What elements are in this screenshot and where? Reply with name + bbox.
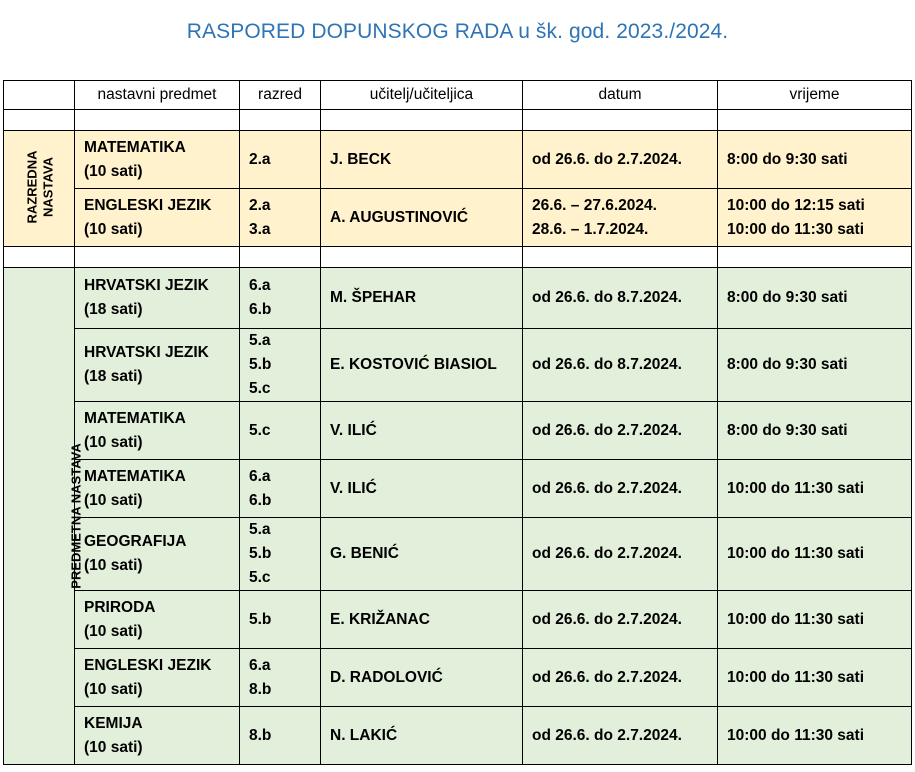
- time-cell: [718, 329, 912, 402]
- time-cell-line: 10:00 do 11:30 sati: [727, 479, 864, 497]
- header-subject: nastavni predmet: [75, 81, 240, 110]
- grade-cell: [240, 402, 321, 460]
- subject-name: KEMIJA: [84, 714, 143, 732]
- grade-cell: [240, 649, 321, 707]
- header-grade: razred: [240, 81, 321, 110]
- time-cell-line: 10:00 do 11:30 sati: [727, 545, 864, 562]
- subject-cell: [75, 518, 240, 591]
- grade-cell: [240, 131, 321, 189]
- grade-cell: [240, 460, 321, 518]
- header-group: [4, 81, 75, 110]
- time-cell-line: 10:00 do 12:15 sati: [727, 196, 865, 214]
- time-cell-line: 10:00 do 11:30 sati: [727, 726, 864, 744]
- date-cell-line: od 26.6. do 8.7.2024.: [532, 289, 682, 306]
- group-label-class: [24, 150, 56, 223]
- date-cell: [523, 189, 718, 247]
- subject-hours: (10 sati): [84, 491, 143, 509]
- subject-hours: (18 sati): [84, 301, 143, 318]
- table-row: [4, 189, 912, 247]
- date-cell: [523, 649, 718, 707]
- date-cell-line: od 26.6. do 2.7.2024.: [532, 668, 682, 686]
- subject-hours: (10 sati): [84, 557, 143, 574]
- subject-name: MATEMATIKA: [84, 467, 186, 485]
- grade-cell-line: 5.a: [249, 521, 271, 538]
- grade-cell-line: 2.a: [249, 196, 271, 214]
- time-cell-line: 10:00 do 11:30 sati: [727, 220, 864, 238]
- time-cell: [718, 460, 912, 518]
- time-cell-line: 8:00 do 9:30 sati: [727, 356, 848, 373]
- table-row: [4, 649, 912, 707]
- teacher-cell: V. ILIĆ: [321, 402, 523, 460]
- subject-cell: [75, 707, 240, 765]
- time-cell: [718, 518, 912, 591]
- date-cell-line: od 26.6. do 2.7.2024.: [532, 479, 682, 497]
- grade-cell-line: 6.a: [249, 656, 271, 674]
- group-class-teaching: [4, 131, 75, 247]
- subject-name: GEOGRAFIJA: [84, 533, 187, 550]
- teacher-cell: N. LAKIĆ: [321, 707, 523, 765]
- grade-cell-line: 5.c: [249, 569, 271, 586]
- time-cell: [718, 131, 912, 189]
- header-teacher: učitelj/učiteljica: [321, 81, 523, 110]
- spacer-row: [4, 110, 912, 131]
- grade-cell-line: 5.c: [249, 421, 271, 439]
- table-row: [4, 707, 912, 765]
- subject-name: ENGLESKI JEZIK: [84, 656, 212, 674]
- time-cell-line: 8:00 do 9:30 sati: [727, 289, 848, 306]
- time-cell: [718, 189, 912, 247]
- subject-name: PRIRODA: [84, 598, 156, 616]
- header-time: vrijeme: [718, 81, 912, 110]
- date-cell-line: od 26.6. do 2.7.2024.: [532, 610, 682, 628]
- table-row: [4, 518, 912, 591]
- group-label-line: NASTAVA: [40, 156, 56, 217]
- table-row: [4, 329, 912, 402]
- grade-cell-line: 3.a: [249, 220, 271, 238]
- subject-hours: (10 sati): [84, 738, 143, 756]
- header-date: datum: [523, 81, 718, 110]
- table-row: [4, 402, 912, 460]
- date-cell: [523, 131, 718, 189]
- subject-cell: [75, 131, 240, 189]
- grade-cell: [240, 189, 321, 247]
- time-cell-line: 10:00 do 11:30 sati: [727, 610, 864, 628]
- subject-cell: [75, 329, 240, 402]
- date-cell: [523, 518, 718, 591]
- time-cell-line: 8:00 do 9:30 sati: [727, 150, 848, 168]
- grade-cell-line: 5.b: [249, 610, 272, 628]
- subject-cell: [75, 649, 240, 707]
- teacher-cell: A. AUGUSTINOVIĆ: [321, 189, 523, 247]
- table-row: [4, 591, 912, 649]
- date-cell-line: od 26.6. do 2.7.2024.: [532, 150, 682, 168]
- teacher-cell: V. ILIĆ: [321, 460, 523, 518]
- teacher-cell: J. BECK: [321, 131, 523, 189]
- grade-cell-line: 8.b: [249, 680, 272, 698]
- time-cell: [718, 707, 912, 765]
- subject-hours: (10 sati): [84, 622, 143, 640]
- group-label-subject: PREDMETNA NASTAVA: [68, 443, 84, 589]
- date-cell-line: od 26.6. do 2.7.2024.: [532, 545, 682, 562]
- subject-hours: (18 sati): [84, 368, 143, 385]
- grade-cell-line: 6.b: [249, 301, 272, 318]
- teacher-cell: D. RADOLOVIĆ: [321, 649, 523, 707]
- grade-cell-line: 8.b: [249, 726, 272, 744]
- table-row: [4, 268, 912, 329]
- grade-cell-line: 5.a: [249, 332, 271, 349]
- time-cell: [718, 649, 912, 707]
- date-cell: [523, 460, 718, 518]
- date-cell-line: 26.6. – 27.6.2024.: [532, 196, 657, 214]
- teacher-cell: G. BENIĆ: [321, 518, 523, 591]
- grade-cell: [240, 707, 321, 765]
- subject-cell: [75, 189, 240, 247]
- time-cell: [718, 591, 912, 649]
- subject-cell: [75, 591, 240, 649]
- subject-cell: [75, 268, 240, 329]
- date-cell: [523, 707, 718, 765]
- subject-hours: (10 sati): [84, 220, 143, 238]
- header-row: [4, 81, 912, 110]
- teacher-cell: M. ŠPEHAR: [321, 268, 523, 329]
- subject-hours: (10 sati): [84, 680, 143, 698]
- teacher-cell: E. KRIŽANAC: [321, 591, 523, 649]
- subject-name: ENGLESKI JEZIK: [84, 196, 212, 214]
- date-cell: [523, 402, 718, 460]
- table-row: [4, 131, 912, 189]
- date-cell: [523, 329, 718, 402]
- grade-cell-line: 5.b: [249, 545, 272, 562]
- subject-cell: [75, 402, 240, 460]
- date-cell-line: 28.6. – 1.7.2024.: [532, 220, 649, 238]
- time-cell-line: 10:00 do 11:30 sati: [727, 668, 864, 686]
- grade-cell: [240, 591, 321, 649]
- grade-cell: [240, 329, 321, 402]
- teacher-cell: E. KOSTOVIĆ BIASIOL: [321, 329, 523, 402]
- schedule-table: [3, 80, 912, 765]
- date-cell-line: od 26.6. do 2.7.2024.: [532, 421, 682, 439]
- grade-cell-line: 6.a: [249, 467, 271, 485]
- subject-hours: (10 sati): [84, 162, 143, 180]
- time-cell-line: 8:00 do 9:30 sati: [727, 421, 848, 439]
- page-title: RASPORED DOPUNSKOG RADA u šk. god. 2023./2024.: [186, 20, 729, 43]
- subject-cell: [75, 460, 240, 518]
- group-label-line: RAZREDNA: [24, 150, 40, 223]
- date-cell-line: od 26.6. do 2.7.2024.: [532, 726, 682, 744]
- subject-name: MATEMATIKA: [84, 409, 186, 427]
- grade-cell-line: 6.b: [249, 491, 272, 509]
- grade-cell-line: 6.a: [249, 277, 271, 294]
- grade-cell: [240, 518, 321, 591]
- grade-cell-line: 5.c: [249, 380, 271, 397]
- date-cell: [523, 591, 718, 649]
- grade-cell-line: 2.a: [249, 150, 271, 168]
- subject-hours: (10 sati): [84, 433, 143, 451]
- date-cell: [523, 268, 718, 329]
- subject-name: MATEMATIKA: [84, 138, 186, 156]
- schedule-body: [4, 110, 912, 765]
- time-cell: [718, 402, 912, 460]
- spacer-row: [4, 247, 912, 268]
- table-row: [4, 460, 912, 518]
- subject-name: HRVATSKI JEZIK: [84, 277, 209, 294]
- date-cell-line: od 26.6. do 8.7.2024.: [532, 356, 682, 373]
- grade-cell-line: 5.b: [249, 356, 272, 373]
- grade-cell: [240, 268, 321, 329]
- time-cell: [718, 268, 912, 329]
- subject-name: HRVATSKI JEZIK: [84, 344, 209, 361]
- group-subject-teaching: [4, 268, 84, 765]
